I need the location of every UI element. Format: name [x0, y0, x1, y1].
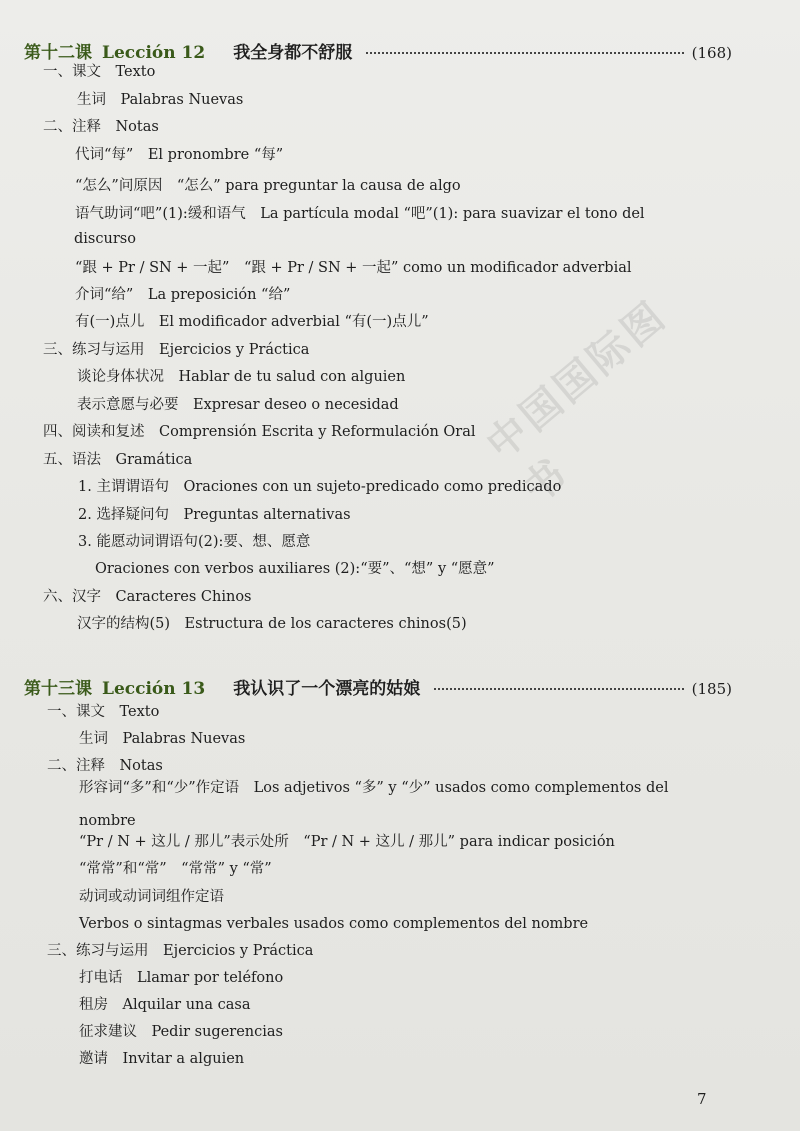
toc-entry[interactable]: 有(一)点儿 El modificador adverbial “有(一)点儿”	[75, 314, 429, 330]
lesson-12-heading[interactable]	[24, 38, 732, 63]
toc-entry-continued[interactable]: nombre	[79, 813, 136, 829]
toc-entry[interactable]: 介词“给” La preposición “给”	[75, 287, 291, 303]
toc-entry[interactable]: 五、语法 Gramática	[43, 452, 193, 468]
toc-entry[interactable]: 三、练习与运用 Ejercicios y Práctica	[43, 342, 310, 358]
toc-entry[interactable]: 征求建议 Pedir sugerencias	[79, 1024, 283, 1040]
lesson-12-number-cn: 第十二课	[24, 43, 92, 63]
lesson-13-number-cn: 第十三课	[24, 679, 92, 699]
toc-entry[interactable]: 1. 主谓谓语句 Oraciones con un sujeto-predicado como predicado	[78, 479, 562, 495]
toc-entry[interactable]: 3. 能愿动词谓语句(2):要、想、愿意	[78, 534, 311, 550]
lesson-13-number-es: Lección 13	[102, 679, 206, 699]
toc-entry[interactable]: 表示意愿与必要 Expresar deseo o necesidad	[77, 397, 399, 413]
lesson-12-page: (168)	[691, 44, 732, 62]
toc-entry[interactable]: “怎么”问原因 “怎么” para preguntar la causa de algo	[75, 178, 461, 194]
lesson-13-title: 我认识了一个漂亮的姑娘	[233, 679, 421, 699]
toc-entry[interactable]: 形容词“多”和“少”作定语 Los adjetivos “多” y “少” usados como complementos del	[79, 780, 669, 796]
toc-entry[interactable]: 六、汉字 Caracteres Chinos	[43, 589, 252, 605]
toc-entry[interactable]: 语气助词“吧”(1):缓和语气 La partícula modal “吧”(1): para suavizar el tono del	[75, 206, 645, 222]
toc-entry[interactable]: 二、注释 Notas	[43, 119, 159, 135]
page-number: 7	[697, 1090, 707, 1108]
toc-entry[interactable]: 四、阅读和复述 Comprensión Escrita y Reformulación Oral	[43, 424, 476, 440]
publisher-watermark: 中国国际图书	[477, 291, 677, 513]
leader-dots	[366, 52, 683, 54]
toc-entry[interactable]: 汉字的结构(5) Estructura de los caracteres chinos(5)	[77, 616, 467, 632]
lesson-13-heading[interactable]	[24, 674, 732, 699]
lesson-12-number-es: Lección 12	[102, 43, 206, 63]
toc-entry-continued[interactable]: Oraciones con verbos auxiliares (2):“要”、“想” y “愿意”	[95, 561, 495, 577]
toc-entry-continued[interactable]: Verbos o sintagmas verbales usados como complementos del nombre	[79, 916, 589, 932]
toc-entry[interactable]: 生词 Palabras Nuevas	[77, 92, 244, 108]
toc-entry[interactable]: 租房 Alquilar una casa	[79, 997, 251, 1013]
toc-entry[interactable]: “Pr / N + 这儿 / 那儿”表示处所 “Pr / N + 这儿 / 那儿” para indicar posición	[79, 834, 615, 850]
toc-entry[interactable]: 邀请 Invitar a alguien	[79, 1051, 245, 1067]
toc-entry[interactable]: 2. 选择疑问句 Preguntas alternativas	[78, 507, 351, 523]
toc-entry[interactable]: “常常”和“常” “常常” y “常”	[79, 861, 272, 877]
toc-entry[interactable]: 代词“每” El pronombre “每”	[75, 147, 284, 163]
lesson-12-title: 我全身都不舒服	[233, 43, 353, 63]
toc-entry[interactable]: 生词 Palabras Nuevas	[79, 731, 246, 747]
toc-entry[interactable]: 打电话 Llamar por teléfono	[79, 970, 284, 986]
toc-entry[interactable]: 一、课文 Texto	[43, 64, 156, 80]
toc-entry[interactable]: 二、注释 Notas	[47, 758, 163, 774]
toc-entry[interactable]: 一、课文 Texto	[47, 704, 160, 720]
toc-entry[interactable]: “跟 + Pr / SN + 一起” “跟 + Pr / SN + 一起” como un modificador adverbial	[75, 260, 632, 276]
toc-entry[interactable]: 三、练习与运用 Ejercicios y Práctica	[47, 943, 314, 959]
leader-dots	[434, 688, 683, 690]
toc-entry[interactable]: 动词或动词词组作定语	[79, 889, 224, 905]
lesson-13-page: (185)	[691, 680, 732, 698]
toc-entry[interactable]: 谈论身体状况 Hablar de tu salud con alguien	[77, 369, 406, 385]
toc-entry-continued[interactable]: discurso	[74, 231, 136, 247]
